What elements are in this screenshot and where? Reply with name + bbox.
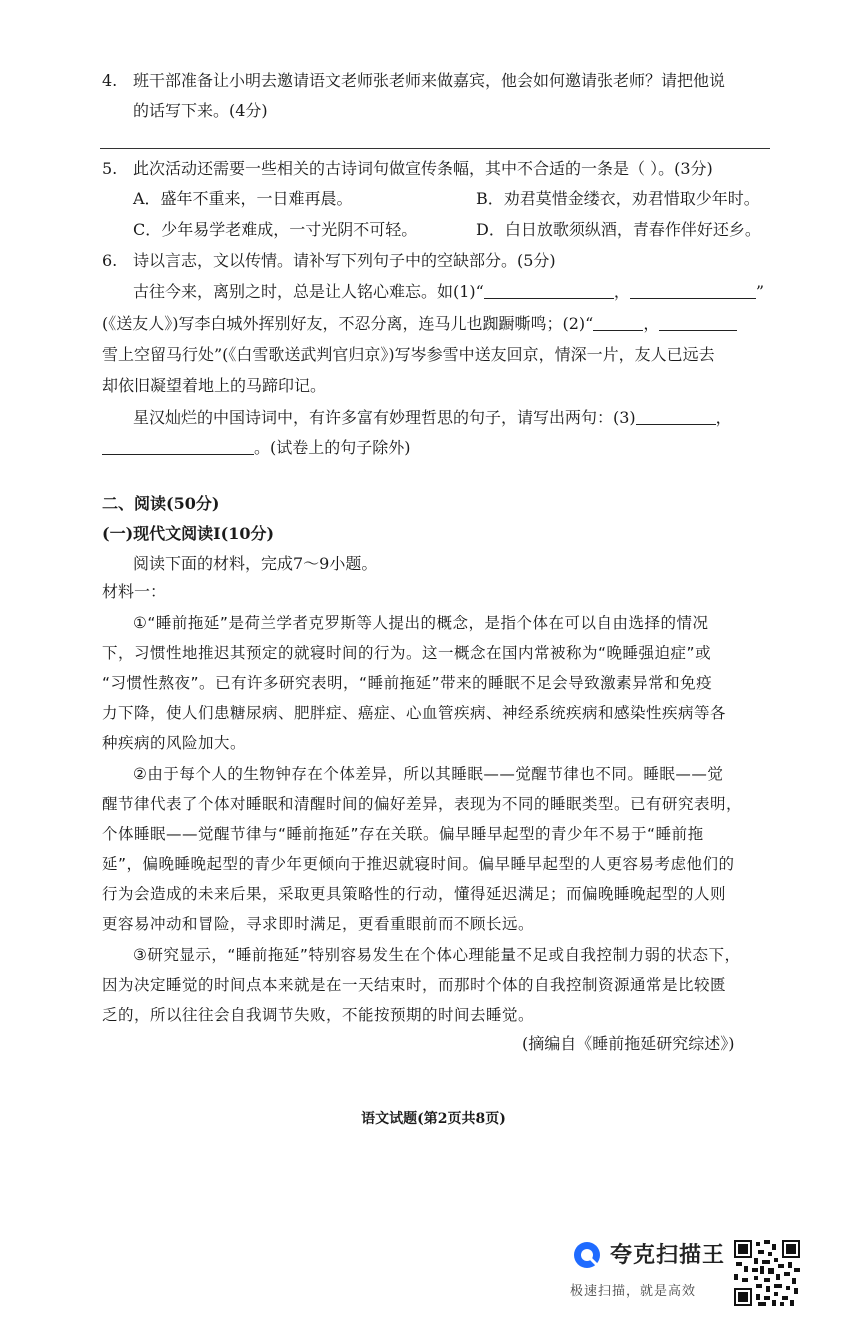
q5-option-b: B．劝君莫惜金缕衣，劝君惜取少年时。	[476, 189, 760, 208]
q6-text: 古往今来，离别之时，总是让人铭心难忘。如(1)“	[133, 282, 484, 301]
q6-number: 6.	[102, 251, 118, 270]
q6-paragraph-5	[133, 407, 732, 429]
material-para-1-line: 力下降，使人们患糖尿病、肥胖症、癌症、心血管疾病、神经系统疾病和感染性疾病等各	[102, 704, 727, 722]
fill-blank-1a[interactable]	[484, 282, 614, 299]
page-footer: 语文试题(第2页共8页)	[361, 1111, 506, 1127]
q6-paragraph-6	[102, 437, 411, 459]
material-para-1-line: 种疾病的风险加大。	[102, 734, 247, 752]
section-heading: 二、阅读(50分)	[102, 494, 220, 513]
reading-instruction: 阅读下面的材料，完成7～9小题。	[133, 554, 378, 573]
material-source: (摘编自《睡前拖延研究综述》)	[522, 1034, 735, 1053]
q6-text: ，	[715, 408, 732, 427]
material-para-3-line: 因为决定睡觉的时间点本来就是在一天结束时，而那时个体的自我控制资源通常是比较匮	[102, 976, 727, 994]
material-para-1-line: ①“睡前拖延”是荷兰学者克罗斯等人提出的概念，是指个体在可以自由选择的情况	[133, 614, 709, 632]
q5-stem: 此次活动还需要一些相关的古诗词句做宣传条幅，其中不合适的一条是（ ）。(3分)	[133, 159, 713, 178]
material-para-2-line: 延”，偏晚睡晚起型的青少年更倾向于推迟就寝时间。偏早睡早起型的人更容易考虑他们的	[102, 855, 735, 873]
q4-line-2: 的话写下来。(4分)	[133, 101, 268, 120]
q6-text: 。(试卷上的句子除外)	[254, 438, 411, 457]
q6-paragraph-3: 雪上空留马行处”(《白雪歌送武判官归京》)写岑参雪中送友回京，情深一片，友人已远去	[102, 345, 715, 364]
q6-paragraph-4: 却依旧凝望着地上的马蹄印记。	[102, 376, 327, 395]
q5-option-c: C．少年易学老难成，一寸光阴不可轻。	[133, 220, 418, 239]
q6-text: 星汉灿烂的中国诗词中，有许多富有妙理哲思的句子，请写出两句：(3)	[133, 408, 636, 427]
subsection-heading: (一)现代文阅读Ⅰ(10分)	[102, 524, 275, 543]
material-para-2-line: 更容易冲动和冒险，寻求即时满足，更看重眼前而不顾长远。	[102, 915, 535, 933]
q6-paragraph-2	[102, 313, 737, 335]
fill-blank-2a[interactable]	[593, 314, 643, 331]
scanner-slogan: 极速扫描，就是高效	[570, 1284, 697, 1299]
q5-number: 5.	[102, 159, 118, 178]
qr-code-icon	[734, 1240, 800, 1306]
scanner-brand: 夸克扫描王	[610, 1243, 726, 1268]
scanner-watermark	[570, 1236, 740, 1306]
q6-paragraph-1	[133, 281, 764, 303]
material-para-3-line: 乏的，所以往往会自我调节失败，不能按预期的时间去睡觉。	[102, 1006, 535, 1024]
material-para-1-line: 下，习惯性地推迟其预定的就寝时间的行为。这一概念在国内常被称为“晚睡强迫症”或	[102, 644, 712, 662]
fill-blank-1b[interactable]	[630, 282, 756, 299]
fill-blank-3b[interactable]	[102, 438, 254, 455]
material-para-2-line: 个体睡眠——觉醒节律与“睡前拖延”存在关联。偏早睡早起型的青少年不易于“睡前拖	[102, 825, 704, 843]
q6-text: ”	[755, 282, 765, 301]
scanner-logo-icon	[572, 1240, 602, 1270]
material-para-2-line: ②由于每个人的生物钟存在个体差异，所以其睡眠——觉醒节律也不同。睡眠——觉	[133, 765, 724, 783]
q6-text: (《送友人》)写李白城外挥别好友，不忍分离，连马儿也踟蹰嘶鸣；(2)“	[102, 314, 594, 333]
material-para-3-line: ③研究显示，“睡前拖延”特别容易发生在个体心理能量不足或自我控制力弱的状态下，	[133, 946, 741, 964]
q4-number: 4.	[102, 71, 118, 90]
material-para-1-line: “习惯性熬夜”。已有许多研究表明，“睡前拖延”带来的睡眠不足会导致激素异常和免疫	[102, 674, 713, 692]
fill-blank-3a[interactable]	[636, 408, 716, 425]
q6-text: ，	[643, 314, 660, 333]
material-para-2-line: 醒节律代表了个体对睡眠和清醒时间的偏好差异，表现为不同的睡眠类型。已有研究表明，	[102, 795, 743, 813]
q6-stem: 诗以言志，文以传情。请补写下列句子中的空缺部分。(5分)	[133, 251, 556, 270]
answer-line	[100, 148, 770, 149]
q4-line-1: 班干部准备让小明去邀请语文老师张老师来做嘉宾，他会如何邀请张老师？请把他说	[133, 71, 726, 90]
q5-option-d: D．白日放歌须纵酒，青春作伴好还乡。	[476, 220, 761, 239]
fill-blank-2b[interactable]	[659, 314, 737, 331]
material-para-2-line: 行为会造成的未来后果，采取更具策略性的行动，懂得延迟满足；而偏晚睡晚起型的人则	[102, 885, 727, 903]
material-label: 材料一：	[102, 582, 167, 601]
q6-text: ，	[613, 282, 630, 301]
q5-option-a: A．盛年不重来，一日难再晨。	[133, 189, 353, 208]
